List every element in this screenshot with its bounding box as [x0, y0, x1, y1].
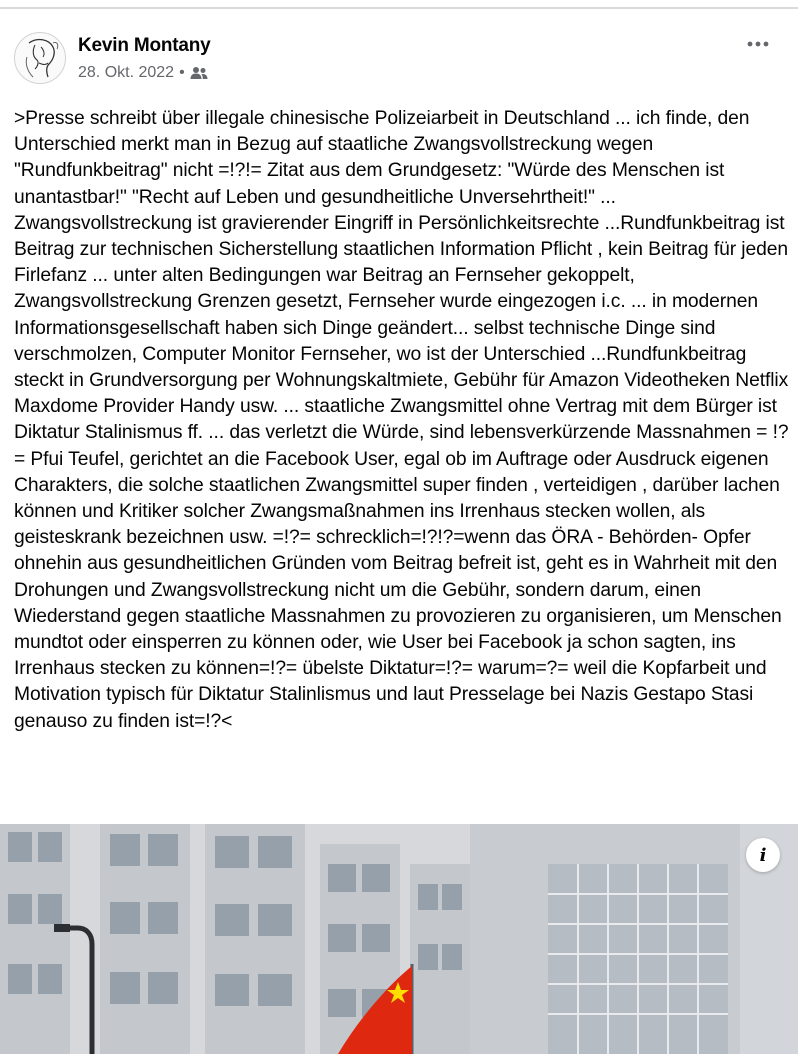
more-options-icon[interactable] — [744, 34, 772, 54]
friends-icon[interactable] — [190, 66, 208, 80]
post-date[interactable]: 28. Okt. 2022 — [78, 64, 175, 81]
post-image[interactable] — [0, 824, 798, 1054]
post-meta — [78, 64, 208, 82]
meta-separator: • — [179, 64, 185, 81]
top-divider — [0, 7, 798, 9]
post-header — [14, 32, 784, 92]
author-name[interactable]: Kevin Montany — [78, 35, 211, 56]
avatar[interactable] — [14, 32, 66, 84]
post-text: >Presse schreibt über illegale chinesische Polizeiarbeit in Deutschland ... ich finde, den Unterschied merkt man in Bezug auf staatliche Zwangsvollstreckung wegen "Rundfunkbeitrag" nicht =!?!= Zitat aus dem Grundgesetz: "Würde des Menschen ist unantastbar!" "Recht auf Leben und gesundheitliche Unversehrtheit!" ... Zwangsvollstreckung ist gravierender Eingriff in Persönlichkeitsrechte ...Rundfunkbeitrag ist Beitrag zur technischen Sicherstellung staatlichen Information Pflicht , kein Beitrag für jeden Firlefanz ... unter alten Bedingungen war Beitrag an Fernseher gekoppelt, Zwangsvollstreckung Grenzen gesetzt, Fernseher wurde eingezogen i.c. ... in modernen Informationsgesellschaft haben sich Dinge geändert... selbst technische Dinge sind verschmolzen, Computer Monitor Fernseher, wo ist der Unterschied ...Rundfunkbeitrag steckt in Grundversorgung per Wohnungskaltmiete, Gebühr für Amazon Videotheken Netflix Maxdome Provider Handy usw. ... staatliche Zwangsmittel ohne Vertrag mit dem Bürger ist Diktatur Stalinismus ff. ... das verletzt die Würde, sind lebensverkürzende Massnahmen = !?= Pfui Teufel, gerichtet an die Facebook User, egal ob im Auftrage oder Ausdruck eigenen Charakters, die solche staatlichen Zwangsmittel super finden , verteidigen , darüber lachen können und Kritiker solcher Zwangsmaßnahmen ins Irrenhaus stecken wollen, als geisteskrank bezeichnen usw. =!?= schrecklich=!?!?=wenn das ÖRA - Behörden- Opfer ohnehin aus gesundheitlichen Gründen vom Beitrag befreit ist, geht es in Wahrheit mit den Drohungen und Zwangsvollstreckung nicht um die Gebühr, sondern darum, einen Wiederstand gegen staatliche Massnahmen zu provozieren zu organisieren, um Menschen mundtot oder einsperren zu können oder, wie User bei Facebook ja schon sagten, ins Irrenhaus stecken zu können=!?= übelste Diktatur=!?= warum=?= weil die Kopfarbeit und Motivation typisch für Diktatur Stalinlismus und laut Presselage bei Nazis Gestapo Stasi genauso zu finden ist=!?< — [14, 108, 789, 732]
info-icon[interactable]: i — [746, 838, 780, 872]
